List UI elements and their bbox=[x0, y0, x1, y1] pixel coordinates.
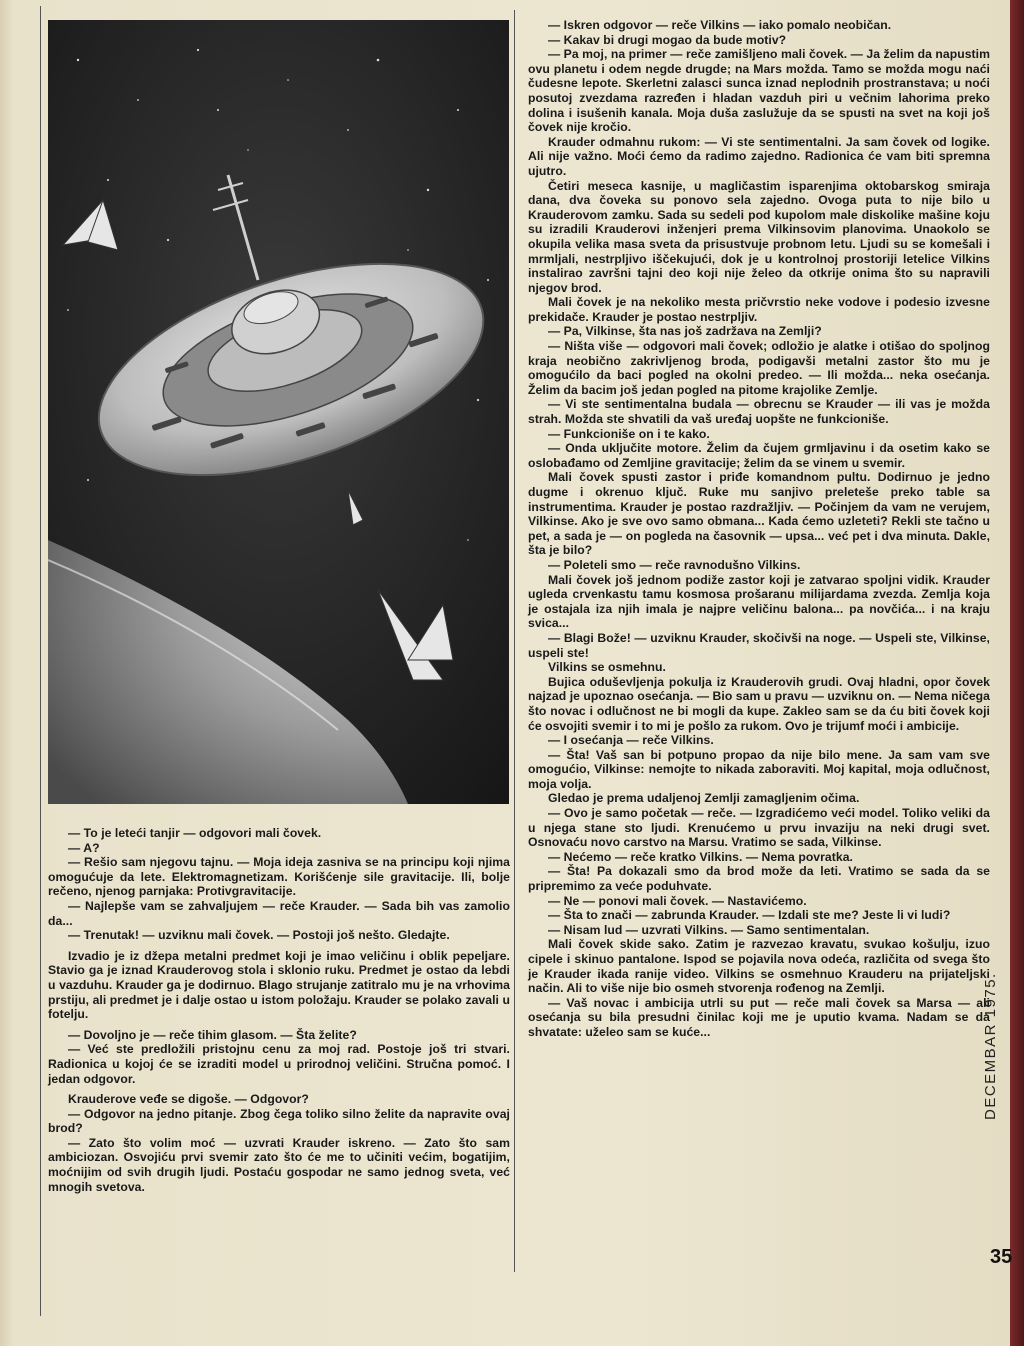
paragraph: Izvadio je iz džepa metalni predmet koji je imao veličinu i oblik pepeljare. Stavio ga je iznad Krauderovog stola i sklonio ruku. Predmet je ostao da lebdi u vazduhu. Krauder ga je dodirnuo. Blago strujanje zatitralo mu je na vrhovima prstiju, ali predmet je i dalje ostao u istom položaju. Krauder se polako zavali u fotelju. bbox=[48, 948, 510, 1022]
paragraph: Mali čovek spusti zastor i priđe komandnom pultu. Dodirnuo je jedno dugme i okrenuo ključ. Ruke mu sanjivo preleteše preko table sa instrumentima. Krauder je postao razdražljiv. — Počinjem da vam ne verujem, Vilkinse. Ako je sve ovo samo obmana... Kada ćemo uzleteti? Rekli ste tačno u pet, a sada je — on pogleda na časovnik — upsa... već pet i dva minuta. Dakle, šta je bilo? bbox=[528, 470, 990, 558]
paragraph: — Zato što volim moć — uzvrati Krauder iskreno. — Zato što sam ambiciozan. Osvojiću prvi svemir zato što će me to učiniti većim, bogatijim, moćnijim od svih drugih ljudi. Postaću gospodar ne samo jednog sveta, već mnogih svetova. bbox=[48, 1135, 510, 1194]
paragraph: Mali čovek još jednom podiže zastor koji je zatvarao spoljni vidik. Krauder ugleda crvenkastu tamu kosmosa prošaranu milijardama zvezda. Zemlja koja je ostajala iza njih imala je najpre veličinu balona... pa novčića... i na kraju svica... bbox=[528, 572, 990, 631]
page-edge bbox=[1010, 0, 1024, 1346]
paragraph: — Šta! Vaš san bi potpuno propao da nije bilo mene. Ja sam vam sve omogućio, Vilkinse: nemojte to nikada zaboraviti. Moj kapital, moja odlučnost, moja volja. bbox=[528, 747, 990, 791]
paragraph: Krauderove veđe se digoše. — Odgovor? bbox=[68, 1092, 309, 1107]
paragraph: — Šta! Pa dokazali smo da brod može da leti. Vratimo se sada da se pripremimo za veće poduhvate. bbox=[528, 864, 990, 894]
paragraph: — Nisam lud — uzvrati Vilkins. — Samo sentimentalan. bbox=[548, 922, 870, 937]
paragraph: — Poleteli smo — reče ravnodušno Vilkins. bbox=[548, 557, 801, 572]
left-text-column bbox=[48, 826, 510, 1194]
paragraph: Mali čovek skide sako. Zatim je razvezao kravatu, svukao košulju, izuo cipele i skinuo pantalone. Ispod se pojavila nova odeća, različita od svega što je Krauder ikada ranije video. Vilkins se osmehnuo Krauderu na prijateljski način. Ali to više nije bio osmeh stvorenja rođenog na Zemlji. bbox=[528, 937, 990, 996]
paragraph: Vilkins se osmehnu. bbox=[548, 660, 666, 675]
paragraph: — Vi ste sentimentalna budala — obrecnu se Krauder — ili vas je možda strah. Možda ste shvatili da vaš uređaj uopšte ne funkcioniše. bbox=[528, 397, 990, 427]
paragraph: — Već ste predložili pristojnu cenu za moj rad. Postoje još tri stvari. Radionica u kojoj će se izraditi model u prirodnoj veličini. Stručna pomoć. I jedan odgovor. bbox=[48, 1042, 510, 1086]
space-scene-illustration bbox=[48, 20, 509, 804]
paragraph: — Ovo je samo početak — reče. — Izgradićemo veći model. Toliko veliki da u njega stane sto ljudi. Krenućemo u prvu invaziju na neki drugi svet. Osnovaću novo carstvo na Marsu. Vratimo se sada, Vilkinse. bbox=[528, 806, 990, 850]
paragraph: — Vaš novac i ambicija utrli su put — reče mali čovek sa Marsa — ali osećanja su bila presudni činilac koji me je uputio kvama. Nadam se da shvatate: uželeo sam se kuće... bbox=[528, 995, 990, 1039]
paragraph: — Pa, Vilkinse, šta nas još zadržava na Zemlji? bbox=[548, 324, 822, 339]
paragraph: — Ništa više — odgovori mali čovek; odložio je alatke i otišao do spoljnog kraja neobično zakrivljenog broda, podigavši metalni zastor što mu je omogućilo da baci pogled na okolni predeo. — Ili možda... neka osećanja. Želim da bacim još jedan pogled na pitome krajolike Zemlje. bbox=[528, 339, 990, 397]
paragraph: Gledao je prema udaljenoj Zemlji zamagljenim očima. bbox=[548, 791, 860, 806]
paragraph: — Odgovor na jedno pitanje. Zbog čega toliko silno želite da napravite ovaj brod? bbox=[48, 1106, 510, 1136]
paragraph: Bujica oduševljenja pokulja iz Krauderovih grudi. Ovaj hladni, opor čovek najzad je upoznao osećanja. — Bio sam u pravu — uzviknu on. — Nema ničega što novac i odlučnost ne bi mogli da kupe. Zakleo sam se da ću biti čovek koji će osvojiti svemir i to mi je pošlo za rukom. Ovo je trijumf moći i ambicije. bbox=[528, 674, 990, 733]
paragraph: — I osećanja — reče Vilkins. bbox=[548, 733, 714, 748]
left-margin-rule bbox=[40, 6, 41, 1316]
paragraph: — Trenutak! — uzviknu mali čovek. — Postoji još nešto. Gledajte. bbox=[68, 928, 450, 943]
paragraph: — Nećemo — reče kratko Vilkins. — Nema povratka. bbox=[548, 849, 853, 864]
paragraph: Krauder odmahnu rukom: — Vi ste sentimentalni. Ja sam čovek od logike. Ali nije važno. Moći ćemo da radimo zajedno. Radionica će vam biti spremna ujutro. bbox=[528, 134, 990, 178]
page-number: 35 bbox=[990, 1246, 1013, 1268]
paragraph: — Najlepše vam se zahvaljujem — reče Krauder. — Sada bih vas zamolio da... bbox=[48, 898, 510, 928]
paragraph: — Dovoljno je — reče tihim glasom. — Šta želite? bbox=[68, 1027, 357, 1042]
column-divider bbox=[514, 10, 515, 1272]
paragraph: — Funkcioniše on i te kako. bbox=[548, 426, 710, 441]
right-text-column bbox=[528, 18, 990, 1040]
paragraph: — Pa moj, na primer — reče zamišljeno mali čovek. — Ja želim da napustim ovu planetu i odem negde drugde; na Mars možda. Tamo se možda mogu naći čudesne lepote. Skerletni zalasci sunca iznad neplodnih prostranstava; u noći posutoj zvezdama razređen i hladan vazduh piri u večnim lahorima preko dolina i isušenih kanala. Moja duša zaslužuje da se spusti na svet na koji još čovek nije kročio. bbox=[528, 47, 990, 135]
paragraph: — Iskren odgovor — reče Vilkins — iako pomalo neobičan. bbox=[548, 18, 892, 32]
paragraph: — Ne — ponovi mali čovek. — Nastavićemo. bbox=[548, 893, 807, 908]
paragraph: — Kakav bi drugi mogao da bude motiv? bbox=[548, 32, 787, 47]
issue-date-label: DECEMBAR 1975. bbox=[982, 972, 999, 1120]
paragraph: — A? bbox=[68, 840, 100, 855]
paragraph: Četiri meseca kasnije, u magličastim isparenjima oktobarskog smiraja dana, dva čoveka su ponovo sela zajedno. Ovoga puta to nije bilo u Krauderovom zamku. Sada su sedeli pod kupolom male diskolike mašine koju su izradili Krauderovi inženjeri prema Vilkinsovim planovima. Unaokolo se okupila velika masa sveta da prisustvuje probnom letu. Ljudi su se komešali i mrmljali, nestrpljivo iščekujući, dok je u kontrolnoj prostoriji letelice Vilkins instalirao završni tajni deo koji nije želeo da otkrije onima što su napravili njegov brod. bbox=[528, 178, 990, 295]
paragraph: — To je leteći tanjir — odgovori mali čovek. bbox=[68, 826, 322, 840]
paragraph: — Rešio sam njegovu tajnu. — Moja ideja zasniva se na principu koji njima omogućuje da lete. Elektromagnetizam. Korišćenje sile gravitacije. Ili, bolje rečeno, njenog parnjaka: Protivgravitacije. bbox=[48, 855, 510, 899]
paragraph: — Onda uključite motore. Želim da čujem grmljavinu i da osetim kako se oslobađamo od Zemljine gravitacije; želim da se vinem u svemir. bbox=[528, 441, 990, 470]
flying-saucer-illustration bbox=[48, 20, 509, 804]
paragraph: — Blagi Bože! — uzviknu Krauder, skočivši na noge. — Uspeli ste, Vilkinse, uspeli ste! bbox=[528, 630, 990, 660]
paragraph: — Šta to znači — zabrunda Krauder. — Izdali ste me? Jeste li vi ludi? bbox=[548, 908, 951, 923]
paragraph: Mali čovek je na nekoliko mesta pričvrstio neke vodove i podesio izvesne prekidače. Krauder je postao nestrpljiv. bbox=[528, 295, 990, 324]
